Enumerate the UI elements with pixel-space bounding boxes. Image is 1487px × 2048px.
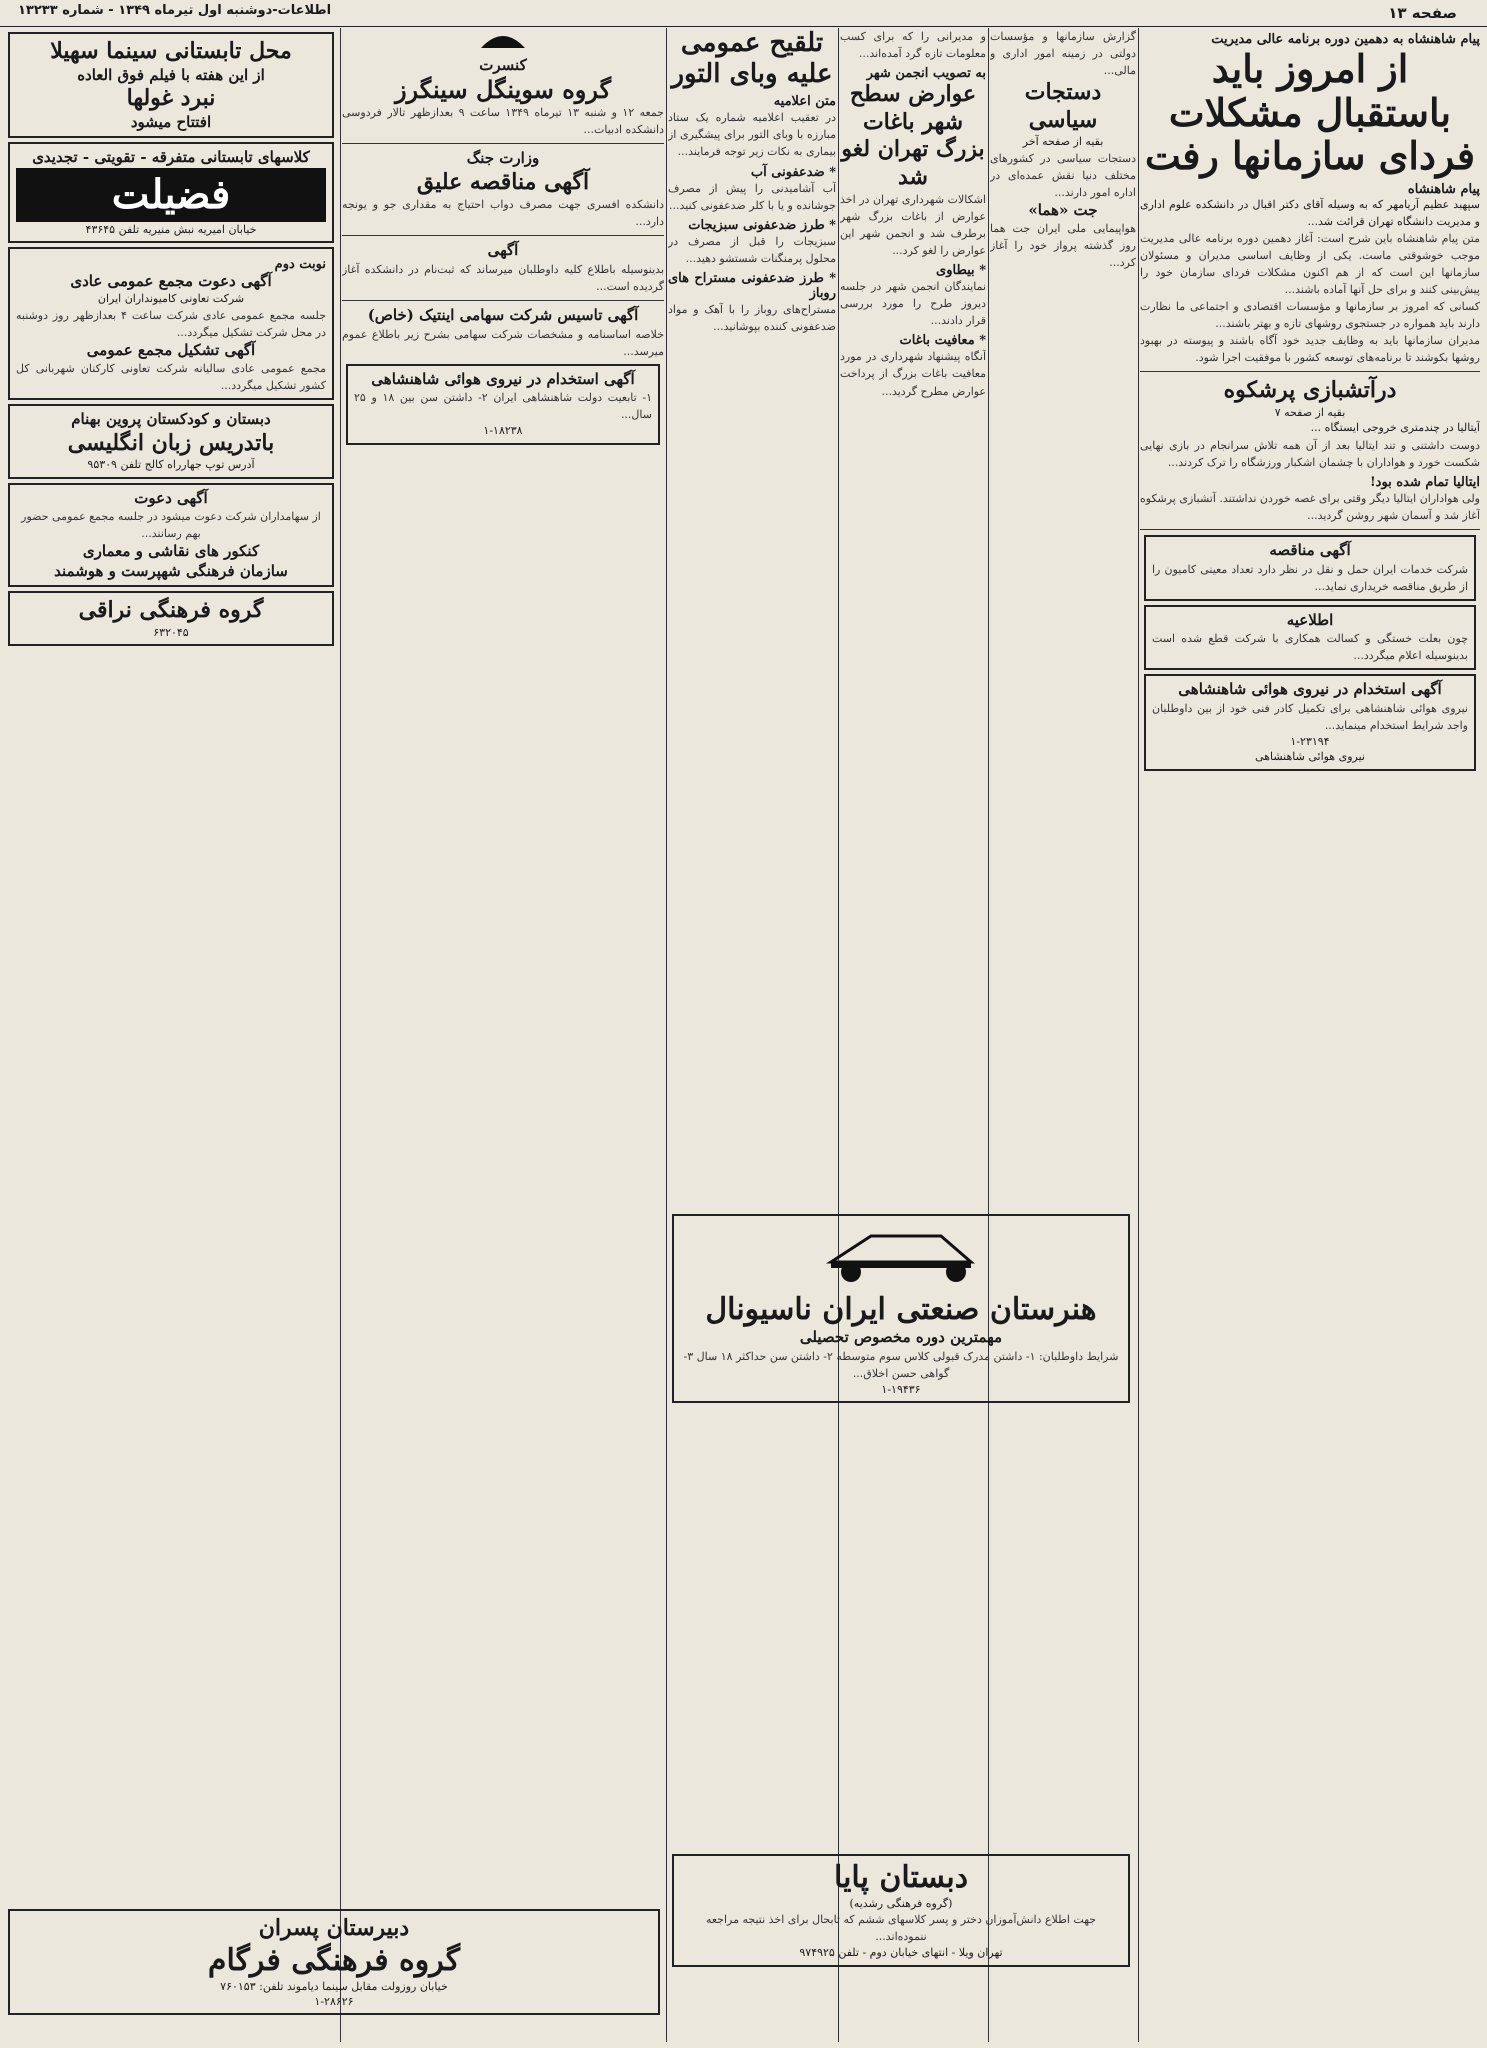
subhead: پیام شاهنشاه (1407, 182, 1480, 198)
article-body: کسانی که امروز بر سازمانها و مؤسسات اقتصادی و اجتماعی ما نظارت دارند باید همواره در جستجوی روشهای تازه و بهتر باشند... (1140, 300, 1480, 331)
kicker: پیام شاهنشاه به دهمین دوره برنامه عالی مدیریت (1211, 32, 1480, 47)
city-headline: عوارض سطح شهر باغات بزرگ تهران لغو شد (841, 81, 985, 190)
health-headline: تلقیح عمومی علیه وبای التور (671, 28, 833, 90)
section-body: دستجات سیاسی در کشورهای مختلف دنیا نقش عمده‌ای در اداره امور دارند... (990, 151, 1136, 199)
invite-title: آگهی دعوت (134, 488, 208, 507)
quote-heading: ایتالیا تمام شده بود! (1369, 474, 1480, 490)
section-body: ولی هواداران ایتالیا دیگر وقتی برای غصه خوردن نداشتند. آتشبازی پرشکوه آغاز شد و آسمان شهر روشن گردید... (1140, 491, 1480, 522)
article-body: مدیران سازمانها باید به وظایف جدید خود آگاه باشند و پیوسته در بهبود روشها بکوشند تا برنامه‌های توسعه کشور با موفقیت اجرا شود. (1140, 334, 1480, 365)
main-headline: از امروز باید باستقبال مشکلات فردای سازمانها رفت (1144, 46, 1475, 179)
section-heading: دستجات سیاسی (1024, 79, 1102, 133)
fargam-title: دبیرستان پسران (258, 1915, 410, 1941)
naraghi-phone: ۶۳۲۰۴۵ (153, 625, 189, 639)
kicker: به تصویب انجمن شهر (866, 66, 986, 82)
section-note: بقیه از صفحه آخر (1022, 135, 1104, 149)
ad-body: بدینوسیله باطلاع کلیه داوطلبان میرساند که ثبت‌نام در دانشکده آغاز گردیده است... (342, 262, 664, 294)
page-label: صفحه ۱۳ (1388, 4, 1457, 22)
paya-body: جهت اطلاع دانش‌آموزان دختر و پسر کلاسهای ششم که تابحال برای اخذ نتیجه مراجعه ننموده‌اند... (705, 1913, 1097, 1944)
tender-title: آگهی مناقصه علیق (416, 168, 590, 195)
assembly-org: شرکت تعاونی کامیونداران ایران (97, 292, 245, 306)
ad-code: ۱-۲۳۱۹۴ (1290, 734, 1330, 748)
column-politics (990, 28, 1136, 2042)
column-rule (1138, 28, 1139, 2042)
sub-heading: * طرز ضدعفونی مستراح های روباز (668, 270, 836, 301)
sub-heading: * معافیت باغات (899, 333, 986, 349)
employment-heading: آگهی استخدام در نیروی هوائی شاهنشاهی (371, 369, 635, 388)
contest-title: کنکور های نقاشی و معماری (82, 542, 260, 561)
company-heading: آگهی تاسیس شرکت سهامی اینتیک (خاص) (367, 306, 639, 325)
column-rule (340, 28, 341, 2042)
classes-title: کلاسهای تابستانی متفرقه - تقویتی - تجدیدی (32, 148, 310, 166)
hozestan-sub: مهمترین دوره مخصوص تحصیلی (799, 1328, 1003, 1346)
column-main (1140, 28, 1480, 2042)
employment-heading: آگهی استخدام در نیروی هوائی شاهنشاهی (1178, 680, 1442, 699)
cinema-film: نبرد غولها (126, 85, 216, 111)
assembly-body: جلسه مجمع عمومی عادی شرکت ساعت ۴ بعدازظهر روز دوشنبه در محل شرکت تشکیل میگردد... (16, 308, 327, 339)
round-label: نوبت دوم (274, 256, 326, 272)
article-body: اشکالات شهرداری تهران در اخذ عوارض از باغات بزرگ شهر برطرف شد و انجمن شهر این عوارض را لغو کرد... (840, 193, 986, 258)
cinema-line: افتتاح میشود (130, 112, 212, 131)
article-intro: سپهبد عظیم آریامهر که به وسیله آقای دکتر اقبال در دانشکده علوم اداری و مدیریت دانشگاه تهران قرائت شد... (1140, 198, 1480, 228)
ad-paya (668, 1850, 1134, 1971)
ad-fargam (4, 1905, 664, 2019)
school-title: دبستان و کودکستان پروین بهنام (71, 410, 271, 429)
article-body: و مدیرانی را که برای کسب معلومات تازه گرد آمده‌اند... (840, 30, 986, 61)
column-health (668, 28, 836, 2042)
article-body: در تعقیب اعلامیه شماره یک ستاد مبارزه با وبای التور برای پیشگیری از بیماری به نکات زیر توجه فرمایند... (668, 111, 836, 159)
ad-hozestan (668, 1210, 1134, 1407)
tractor-icon (791, 1226, 1011, 1286)
article-body: نمایندگان انجمن شهر در جلسه دیروز طرح را مورد بررسی قرار دادند... (840, 280, 986, 328)
company-body: خلاصه اساسنامه و مشخصات شرکت سهامی بشرح زیر باطلاع عموم میرسد... (342, 327, 664, 358)
hozestan-title: هنرستان صنعتی ایران ناسیونال (705, 1292, 1097, 1327)
school-phone: آدرس توپ جهارراه کالج تلفن ۹۵۳۰۹ (87, 458, 255, 472)
fargam-phone: خیابان روزولت مقابل سینما دیاموند تلفن: ۷۶۰۱۵۳ (220, 1979, 448, 1993)
article-body: آنگاه پیشنهاد شهرداری در مورد معافیت باغات بزرگ از پرداخت عوارض مطرح گردید... (840, 350, 986, 398)
section-body: هواپیمایی ملی ایران جت هما روز گذشته پرواز خود را آغاز کرد... (990, 222, 1136, 270)
paya-sub: (گروه فرهنگی رشدیه) (849, 1897, 953, 1910)
article-body: مستراح‌های روباز را با آهک و مواد ضدعفونی کننده بپوشانید... (668, 302, 836, 333)
fazilat-address: خیابان امیریه نبش منیریه تلفن ۴۳۶۴۵ (85, 222, 257, 236)
section-body: آیتالیا در چندمتری خروجی ایستگاه ... (1310, 421, 1480, 435)
cinema-line: از این هفته با فیلم فوق العاده (77, 65, 265, 84)
invite-body: از سهامداران شرکت دعوت میشود در جلسه مجمع عمومی حضور بهم رسانند... (21, 510, 321, 541)
cinema-title: محل تابستانی سینما سهیلا (50, 38, 292, 64)
sub-heading: * طرز ضدعفونی سبزیجات (688, 217, 836, 233)
fargam-org: گروه فرهنگی فرگام (207, 1942, 461, 1978)
section-heading: درآتشبازی پرشکوه (1223, 377, 1397, 404)
column-rule (988, 28, 989, 2042)
paya-phone: تهران ویلا - انتهای خیابان دوم - تلفن ۹۷۴۹۲۵ (799, 1946, 1003, 1960)
column-rule (838, 28, 839, 2042)
ad-heading: آگهی (487, 241, 519, 260)
org-title: سازمان فرهنگی شهپرست و هوشمند (54, 561, 288, 580)
ad-code: ۱-۱۹۴۳۶ (881, 1382, 921, 1396)
ad-signature: نیروی هوائی شاهنشاهی (1255, 750, 1365, 764)
sub-heading: جت «هما» (1028, 200, 1098, 219)
concert-label: کنسرت (479, 56, 527, 74)
article-body: سبزیجات را قبل از مصرف در محلول پرمنگنات شستشو دهید... (668, 234, 836, 265)
column-ads-left (4, 28, 338, 2042)
column-rule (666, 28, 667, 2042)
sub-heading: * ضدعفونی آب (750, 164, 836, 180)
emblem-icon (477, 28, 529, 52)
notice-body: چون بعلت خستگی و کسالت همکاری با شرکت قطع شده است بدینوسیله اعلام میگردد... (1152, 632, 1468, 663)
issue-line: اطلاعات-دوشنبه اول تیرماه ۱۳۴۹ - شماره ۱۳۲۳۳ (18, 3, 332, 18)
column-city (840, 28, 986, 2042)
ministry-label: وزارت جنگ (466, 149, 540, 168)
assembly-title: آگهی دعوت مجمع عمومی عادی (70, 271, 272, 290)
ad-code: ۱-۱۸۲۳۸ (483, 424, 523, 438)
concert-title: گروه سوینگل سینگرز (394, 74, 612, 104)
article-body: گزارش سازمانها و مؤسسات دولتی در زمینه امور اداری و مالی... (990, 30, 1136, 78)
fazilat-logo: فضیلت (16, 168, 326, 222)
article-body: آب آشامیدنی را پیش از مصرف جوشانده و یا با کلر ضدعفونی کنید... (668, 181, 836, 212)
employment-body: نیروی هوائی شاهنشاهی برای تکمیل کادر فنی خود از بین داوطلبان واجد شرایط استخدام مینماید... (1152, 701, 1468, 732)
article-body: متن پیام شاهنشاه باین شرح است: آغاز دهمین دوره برنامه عالی مدیریت موجب خوشوقتی ماست. یکی از وظایف اساسی مدیران و مسئولان سازمانها این است که از هم اکنون مشکلات فردای سازمان خود را پیش‌بینی کنند و برای حل آنها آماده باشند... (1140, 232, 1480, 297)
assembly-body: مجمع عمومی عادی سالیانه شرکت تعاونی کارکنان شهربانی کل کشور تشکیل میگردد... (16, 362, 326, 393)
tender-body: دانشکده افسری جهت مصرف دواب احتیاج به مقداری جو و یونجه دارد... (342, 198, 664, 229)
page-header (0, 0, 1487, 27)
section-body: دوست داشتنی و تند ایتالیا بعد از آن همه تلاش سرانجام در بازی نهایی شکست خورد و هواداران با چشمان اشکبار ورزشگاه را ترک کردند... (1140, 438, 1480, 469)
hozestan-body: شرایط داوطلبان: ۱- داشتن مدرک قبولی کلاس سوم متوسطه ۲- داشتن سن حداکثر ۱۸ سال ۳- گواهی حسن اخلاق... (683, 1349, 1119, 1380)
section-note: بقیه از صفحه ۷ (1274, 405, 1346, 419)
naraghi-title: گروه فرهنگی نراقی (78, 597, 264, 624)
concert-body: جمعه ۱۲ و شنبه ۱۳ تیرماه ۱۳۴۹ ساعت ۹ بعدازظهر تالار فردوسی دانشکده ادبیات... (342, 106, 664, 137)
assembly-heading: آگهی تشکیل مجمع عمومی (86, 340, 256, 359)
tender-body: شرکت خدمات ایران حمل و نقل در نظر دارد تعداد معینی کامیون را از طریق مناقصه خریداری نماید... (1152, 562, 1468, 593)
tender-heading: آگهی مناقصه (1269, 541, 1351, 560)
column-ads-center (342, 28, 664, 2042)
paya-title: دبستان پایا (833, 1860, 969, 1895)
notice-heading: متن اعلامیه (773, 94, 836, 110)
employment-body: ۱- تابعیت دولت شاهنشاهی ایران ۲- داشتن سن بین ۱۸ و ۲۵ سال... (354, 391, 652, 422)
ad-code: ۱-۲۸۶۲۶ (314, 1994, 354, 2008)
school-sub: باتدریس زبان انگلیسی (67, 429, 275, 456)
notice-heading: اطلاعیه (1286, 610, 1334, 629)
sub-heading: * بیطاوی (936, 263, 986, 279)
